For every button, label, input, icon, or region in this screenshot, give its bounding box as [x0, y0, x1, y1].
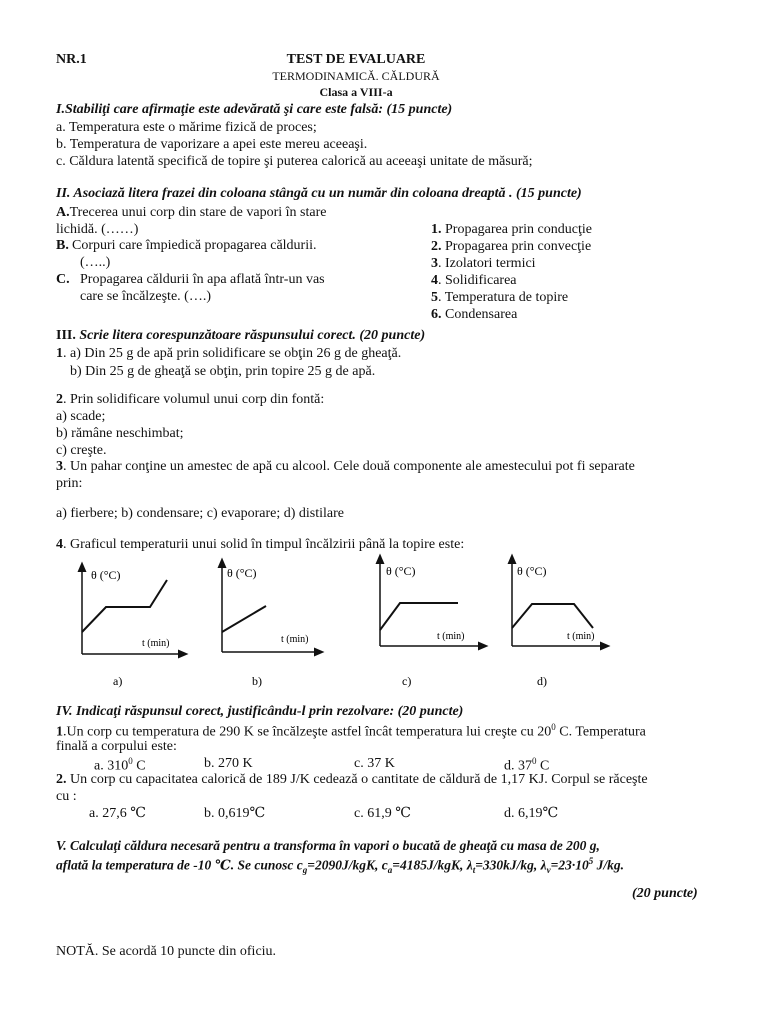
s3-q3-options: a) fierbere; b) condensare; c) evaporare; d) distilare: [56, 506, 345, 521]
left-b-line1: Corpuri care împiedică propagarea căldurii.: [72, 238, 317, 253]
s4-q1-opt-d: d. $37^0$ C: [504, 756, 550, 774]
graph-d-xlabel: t (min): [567, 631, 595, 642]
graph-c: [380, 558, 484, 688]
graph-a-label: a): [113, 674, 123, 688]
section-5-line1: V. Calculaţi căldura necesară pentru a transforma în vapori o bucată de gheaţă cu masa de 200 g,: [56, 838, 600, 853]
s3-q3: 3. Un pahar conţine un amestec de apă cu alcool. Cele două componente ale amestecului pot fi separate: [56, 459, 635, 474]
footer-note: NOTĂ. Se acordă 10 puncte din oficiu.: [56, 944, 277, 959]
s4-q1: 1.Un corp cu temperatura de 290 K se încălzeşte astfel încât temperatura lui creşte cu $20^0$ C. Temperatura: [56, 722, 646, 740]
left-b-line2: (…..): [80, 255, 111, 270]
s3-q2-opt-b: b) rămâne neschimbat;: [56, 426, 184, 441]
graph-d: [512, 558, 606, 688]
section-5-points: (20 puncte): [632, 886, 698, 901]
letter-a: A.: [56, 205, 70, 220]
left-c-line2: care se încălzeşte. (….): [80, 289, 211, 304]
graph-b: [222, 562, 320, 688]
graph-b-xlabel: t (min): [281, 634, 309, 645]
s4-q2-opt-c: c. 61,9 ℃: [354, 806, 411, 821]
left-c-line1: Propagarea căldurii în apa aflată într-un vas: [80, 272, 325, 287]
graph-c-ylabel: θ (°C): [386, 564, 416, 578]
graph-a: [82, 566, 184, 688]
s4-q1-line2: finală a corpului este:: [56, 739, 177, 754]
letter-c: C.: [56, 272, 70, 287]
right-item-4: 4. Solidificarea: [431, 273, 517, 288]
s4-q2: 2. Un corp cu capacitatea calorică de 189 J/K cedează o cantitate de căldură de 1,17 KJ. Corpul se răceşte: [56, 772, 648, 787]
page-subtitle: TERMODINAMICĂ. CĂLDURĂ: [272, 69, 440, 83]
graph-a-ylabel: θ (°C): [91, 568, 121, 582]
s4-q1-opt-c: c. 37 K: [354, 756, 395, 771]
section-2-title: II. Asociază litera frazei din coloana stângă cu un număr din coloana dreaptă . (15 puncte): [56, 186, 582, 201]
left-a-line2: lichidă. (……): [56, 222, 139, 237]
right-item-5: 5. Temperatura de topire: [431, 290, 569, 305]
section-5-line2: aflată la temperatura de -10 ℃. Se cunosc $c_g=2090J$/kgK, $c_a=4185J$/kgK, $\lambda_t=330kJ/kg$, $\lambda_v=23\cdot 10^5$ J/kg.: [56, 856, 624, 876]
right-item-6: 6. Condensarea: [431, 307, 518, 322]
graph-d-label: d): [537, 674, 547, 688]
graph-b-label: b): [252, 674, 262, 688]
section-1-title: I.Stabiliţi care afirmaţie este adevărată şi care este falsă: (15 puncte): [56, 102, 453, 117]
right-item-2: 2. Propagarea prin convecţie: [431, 239, 592, 254]
graph-d-ylabel: θ (°C): [517, 564, 547, 578]
graph-a-xlabel: t (min): [142, 638, 170, 649]
graph-b-ylabel: θ (°C): [227, 566, 257, 580]
s4-q2-line2: cu :: [56, 789, 77, 804]
s3-q1-a: 1. a) Din 25 g de apă prin solidificare se obţin 26 g de gheaţă.: [56, 346, 402, 361]
right-item-3: 3. Izolatori termici: [431, 256, 536, 271]
section-3-title: III. Scrie litera corespunzătoare răspunsului corect. (20 puncte): [56, 328, 426, 343]
right-item-1: 1. Propagarea prin conducţie: [431, 222, 592, 237]
s3-q2-opt-a: a) scade;: [56, 409, 106, 424]
s3-q2: 2. Prin solidificare volumul unui corp din fontă:: [56, 392, 325, 407]
letter-b: B.: [56, 238, 69, 253]
test-number: NR.1: [56, 52, 87, 67]
section-1-item-a: a. Temperatura este o mărime fizică de proces;: [56, 120, 317, 135]
s3-q4: 4. Graficul temperaturii unui solid în timpul încălzirii până la topire este:: [56, 537, 465, 552]
s4-q2-opt-a: a. 27,6 ℃: [89, 806, 146, 821]
page-title: TEST DE EVALUARE: [286, 52, 426, 67]
s4-q2-opt-d: d. 6,19℃: [504, 806, 559, 821]
s3-q1-b: b) Din 25 g de gheaţă se obţin, prin topire 25 g de apă.: [70, 364, 376, 379]
left-a-line1: Trecerea unui corp din stare de vapori în stare: [69, 205, 327, 220]
s4-q2-opt-b: b. 0,619℃: [204, 806, 266, 821]
graph-c-label: c): [402, 674, 412, 688]
section-1-item-b: b. Temperatura de vaporizare a apei este mereu aceeaşi.: [56, 137, 368, 152]
s3-q2-opt-c: c) creşte.: [56, 443, 107, 458]
section-1-item-c: c. Căldura latentă specifică de topire şi puterea calorică au aceeaşi unitate de măsură;: [56, 154, 533, 169]
s4-q1-opt-b: b. 270 K: [204, 756, 253, 771]
graph-c-xlabel: t (min): [437, 631, 465, 642]
s4-q1-opt-a: a. $310^0$ C: [94, 756, 146, 774]
s3-q3-line2: prin:: [56, 476, 83, 491]
class-label: Clasa a VIII-a: [319, 85, 393, 99]
section-4-title: IV. Indicaţi răspunsul corect, justificându-l prin rezolvare: (20 puncte): [56, 704, 464, 719]
